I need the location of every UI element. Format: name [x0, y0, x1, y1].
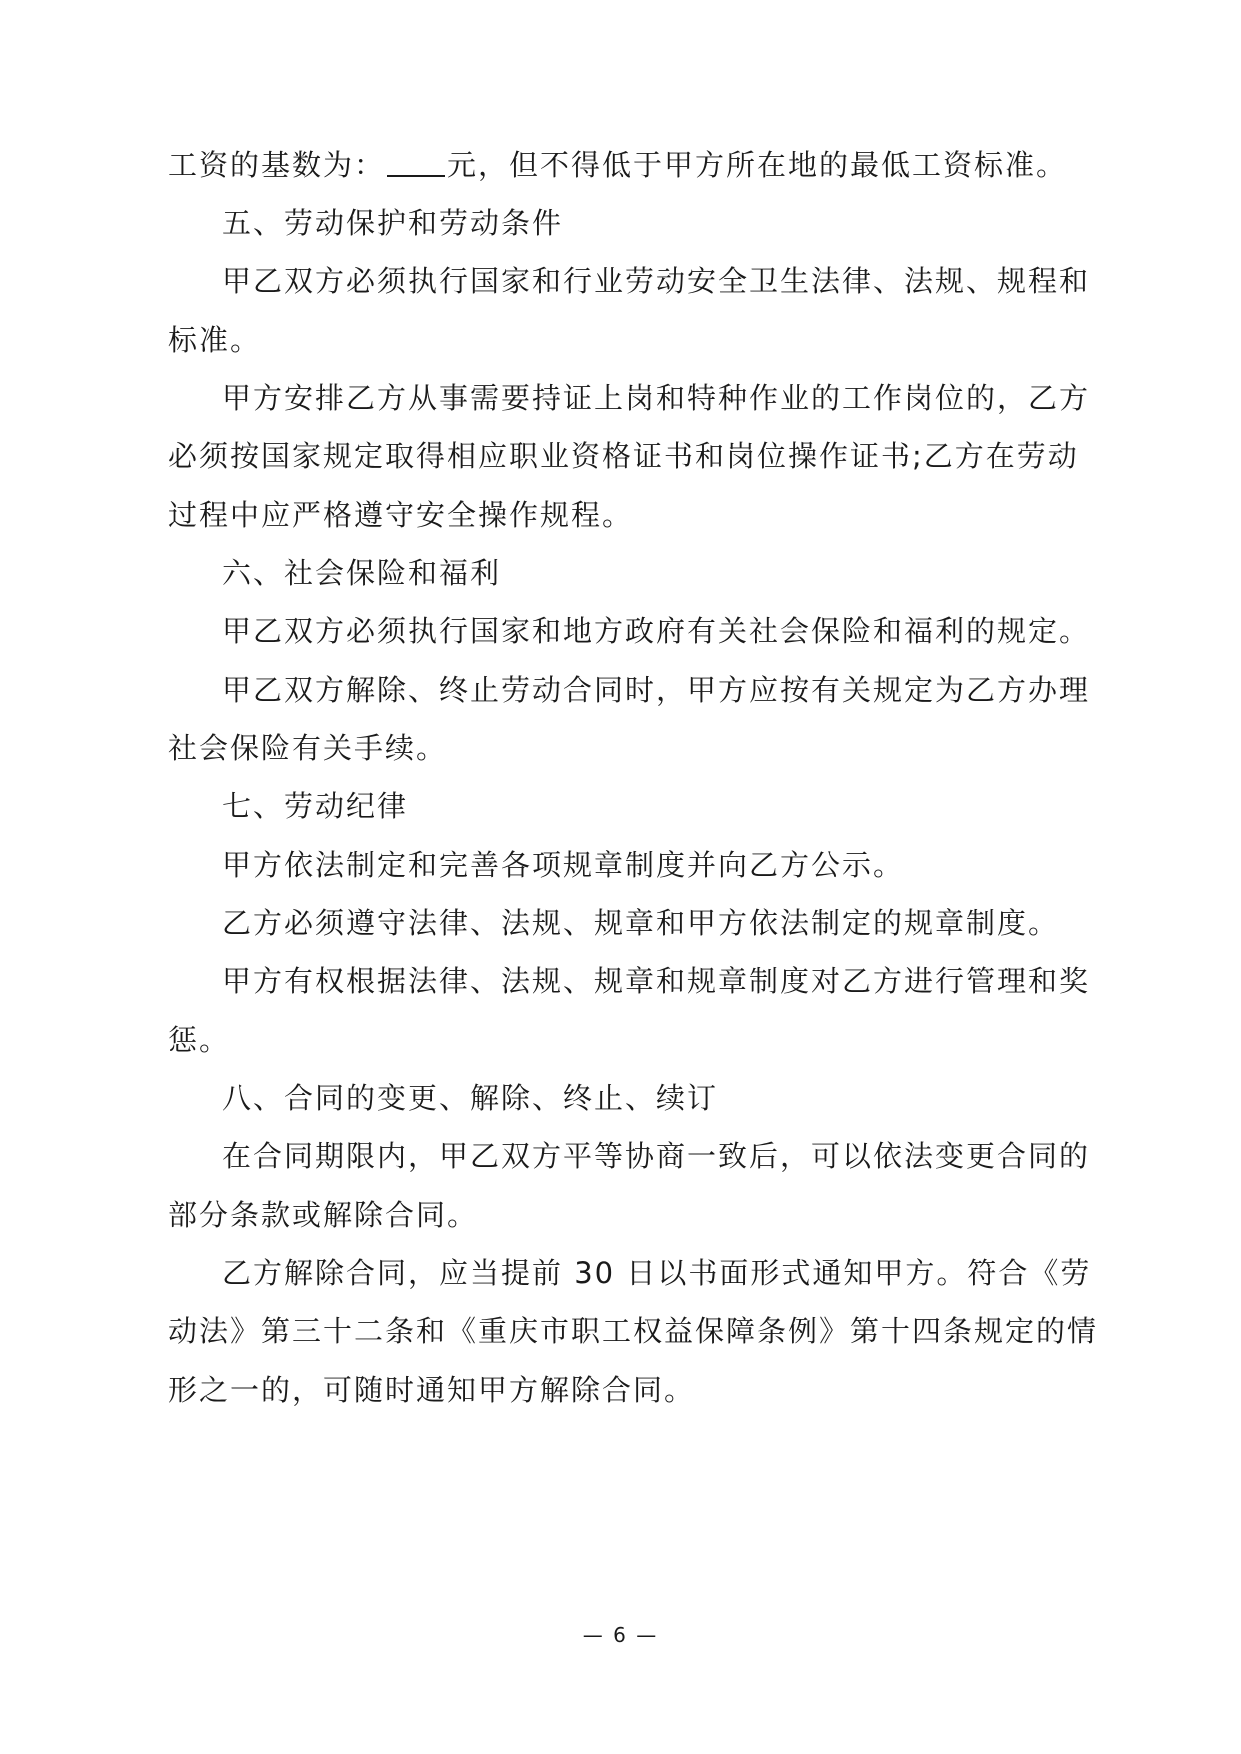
body-line: 过程中应严格遵守安全操作规程。: [168, 498, 634, 532]
body-line: 惩。: [168, 1023, 231, 1057]
blank-field: [387, 151, 445, 177]
section-heading: 八、合同的变更、解除、终止、续订: [222, 1081, 719, 1115]
section-heading: 五、劳动保护和劳动条件: [222, 206, 564, 240]
line-text: 元，但不得低于甲方所在地的最低工资标准。: [447, 148, 1068, 182]
section-heading: 六、社会保险和福利: [222, 556, 502, 590]
body-line: [168, 147, 1067, 183]
line-text: 工资的基数为：: [168, 148, 386, 182]
body-line: 在合同期限内，甲乙双方平等协商一致后，可以依法变更合同的: [222, 1139, 1091, 1173]
body-line: 甲方有权根据法律、法规、规章和规章制度对乙方进行管理和奖: [222, 964, 1091, 998]
body-line: 乙方解除合同，应当提前 30 日以书面形式通知甲方。符合《劳: [222, 1256, 1092, 1290]
body-line: 甲乙双方必须执行国家和行业劳动安全卫生法律、法规、规程和: [222, 264, 1091, 298]
body-line: 乙方必须遵守法律、法规、规章和甲方依法制定的规章制度。: [222, 906, 1060, 940]
body-line: 必须按国家规定取得相应职业资格证书和岗位操作证书;乙方在劳动: [168, 439, 1079, 473]
page-number: — 6 —: [582, 1623, 659, 1647]
body-line: 甲方依法制定和完善各项规章制度并向乙方公示。: [222, 848, 905, 882]
body-line: 甲乙双方必须执行国家和地方政府有关社会保险和福利的规定。: [222, 614, 1091, 648]
body-line: 社会保险有关手续。: [168, 731, 448, 765]
body-line: 甲方安排乙方从事需要持证上岗和特种作业的工作岗位的，乙方: [222, 381, 1091, 415]
body-line: 动法》第三十二条和《重庆市职工权益保障条例》第十四条规定的情: [168, 1314, 1099, 1348]
body-line: 标准。: [168, 323, 262, 357]
body-line: 甲乙双方解除、终止劳动合同时，甲方应按有关规定为乙方办理: [222, 673, 1091, 707]
body-line: 部分条款或解除合同。: [168, 1198, 479, 1232]
body-line: 形之一的，可随时通知甲方解除合同。: [168, 1373, 696, 1407]
section-heading: 七、劳动纪律: [222, 789, 409, 823]
